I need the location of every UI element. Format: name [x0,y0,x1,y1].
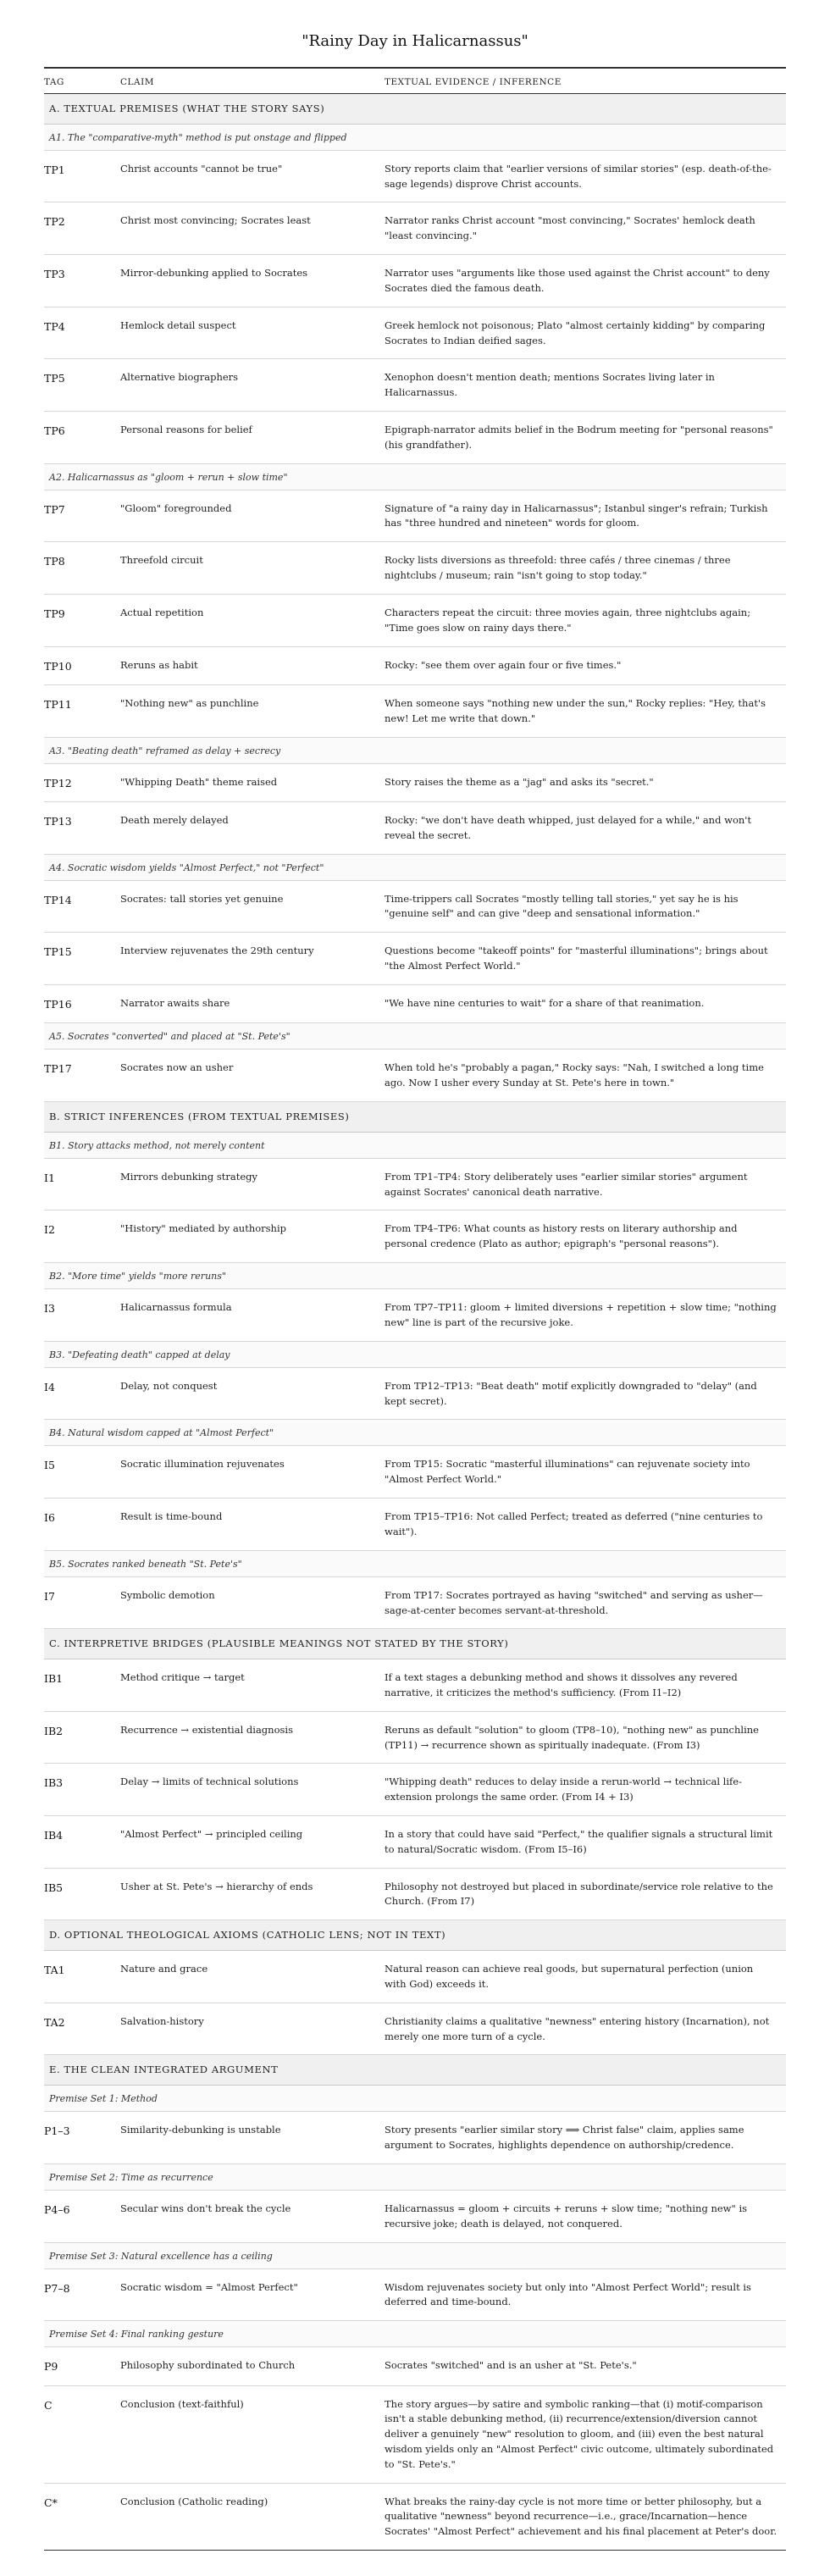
row-claim: Salvation-history [120,2003,385,2055]
row-claim: Personal reasons for belief [120,411,385,463]
row-claim: Similarity-debunking is unstable [120,2112,385,2164]
row-evidence: What breaks the rainy-day cycle is not more time or better philosophy, but a qualitative "newness" beyond recurrence—i.e., grace/Incarnation—hence Socrates' "Almost Perfect" achievement and his final placement at Peter's door. [385,2483,786,2550]
subsection-title: A5. Socrates "converted" and placed at "St. Pete's" [44,1023,786,1050]
subsection-header-row [44,854,786,880]
row-tag: P1–3 [44,2112,120,2164]
subsection-header-row [44,2321,786,2347]
subsection-header-row [44,2163,786,2190]
table-row [44,984,786,1022]
table-body [44,94,786,2551]
row-tag: IB3 [44,1764,120,1816]
row-evidence: Narrator uses "arguments like those used against the Christ account" to deny Socrates died the famous death. [385,255,786,307]
section-header-row [44,1920,786,1951]
row-evidence: From TP15: Socratic "masterful illuminations" can rejuvenate society into "Almost Perfect World." [385,1446,786,1499]
row-tag: TP14 [44,880,120,933]
row-claim: Christ accounts "cannot be true" [120,150,385,202]
row-claim: Socratic illumination rejuvenates [120,1446,385,1499]
table-row [44,1764,786,1816]
table-row [44,307,786,359]
table-row [44,1050,786,1102]
row-claim: Reruns as habit [120,646,385,684]
table-row [44,1158,786,1210]
row-evidence: Xenophon doesn't mention death; mentions Socrates living later in Halicarnassus. [385,359,786,412]
row-tag: TP7 [44,490,120,542]
row-tag: TP12 [44,763,120,801]
row-claim: Delay → limits of technical solutions [120,1764,385,1816]
row-tag: C [44,2385,120,2483]
row-claim: Philosophy subordinated to Church [120,2347,385,2385]
subsection-title: A1. The "comparative-myth" method is put onstage and flipped [44,124,786,150]
row-claim: "Gloom" foregrounded [120,490,385,542]
subsection-title: B3. "Defeating death" capped at delay [44,1341,786,1367]
row-evidence: Story raises the theme as a "jag" and asks its "secret." [385,763,786,801]
row-tag: IB1 [44,1659,120,1712]
subsection-header-row [44,463,786,490]
table-row [44,1289,786,1342]
row-evidence: Characters repeat the circuit: three movies again, three nightclubs again; "Time goes slow on rainy days there." [385,594,786,646]
row-claim: Nature and grace [120,1951,385,2003]
row-evidence: Narrator ranks Christ account "most convincing," Socrates' hemlock death "least convincing." [385,202,786,255]
row-evidence: From TP7–TP11: gloom + limited diversions + repetition + slow time; "nothing new" line is part of the recursive joke. [385,1289,786,1342]
row-evidence: Halicarnassus = gloom + circuits + reruns + slow time; "nothing new" is recursive joke; death is delayed, not conquered. [385,2190,786,2242]
row-tag: I3 [44,1289,120,1342]
column-header-tag: TAG [44,68,120,94]
subsection-header-row [44,1132,786,1158]
row-tag: TP6 [44,411,120,463]
row-claim: Halicarnassus formula [120,1289,385,1342]
row-tag: TP2 [44,202,120,255]
subsection-header-row [44,1263,786,1289]
row-tag: TP15 [44,933,120,985]
row-claim: "Almost Perfect" → principled ceiling [120,1816,385,1869]
table-row [44,411,786,463]
row-claim: Actual repetition [120,594,385,646]
row-tag: TP4 [44,307,120,359]
row-claim: Conclusion (Catholic reading) [120,2483,385,2550]
row-tag: TP10 [44,646,120,684]
row-tag: TA1 [44,1951,120,2003]
section-title: D. OPTIONAL THEOLOGICAL AXIOMS (CATHOLIC LENS; NOT IN TEXT) [44,1920,786,1951]
subsection-title: B2. "More time" yields "more reruns" [44,1263,786,1289]
row-tag: TA2 [44,2003,120,2055]
row-claim: Narrator awaits share [120,984,385,1022]
table-row [44,2003,786,2055]
section-title: A. TEXTUAL PREMISES (WHAT THE STORY SAYS) [44,94,786,125]
table-header [44,68,786,94]
row-evidence: From TP17: Socrates portrayed as having "switched" and serving as usher—sage-at-center becomes servant-at-threshold. [385,1576,786,1629]
row-evidence: The story argues—by satire and symbolic ranking—that (i) motif-comparison isn't a stable debunking method, (ii) recurrence/extension/diversion cannot deliver a genuinely "new" resolution to gloom, and (iii) even the best natural wisdom yields only an "Almost Perfect" civic outcome, ultimately subordinated to "St. Pete's." [385,2385,786,2483]
table-row [44,1659,786,1712]
table-row [44,646,786,684]
subsection-title: A3. "Beating death" reframed as delay + secrecy [44,737,786,763]
table-row [44,763,786,801]
row-claim: Usher at St. Pete's → hierarchy of ends [120,1868,385,1920]
subsection-title: Premise Set 2: Time as recurrence [44,2163,786,2190]
subsection-header-row [44,737,786,763]
section-header-row [44,1101,786,1132]
row-claim: Death merely delayed [120,801,385,854]
row-claim: Secular wins don't break the cycle [120,2190,385,2242]
row-tag: IB2 [44,1711,120,1764]
row-tag: TP3 [44,255,120,307]
section-title: E. THE CLEAN INTEGRATED ARGUMENT [44,2055,786,2086]
table-row [44,490,786,542]
row-evidence: From TP12–TP13: "Beat death" motif explicitly downgraded to "delay" (and kept secret). [385,1367,786,1420]
row-tag: TP9 [44,594,120,646]
row-claim: Symbolic demotion [120,1576,385,1629]
table-row [44,1711,786,1764]
subsection-title: Premise Set 1: Method [44,2086,786,2112]
row-evidence: Questions become "takeoff points" for "masterful illuminations"; brings about "the Almost Perfect World." [385,933,786,985]
table-row [44,1951,786,2003]
table-row [44,1576,786,1629]
row-claim: Mirror-debunking applied to Socrates [120,255,385,307]
row-tag: P4–6 [44,2190,120,2242]
row-evidence: Story reports claim that "earlier versions of similar stories" (esp. death-of-the-sage legends) disprove Christ accounts. [385,150,786,202]
row-claim: Mirrors debunking strategy [120,1158,385,1210]
table-row [44,1446,786,1499]
subsection-header-row [44,2086,786,2112]
row-evidence: From TP15–TP16: Not called Perfect; treated as deferred ("nine centuries to wait"). [385,1499,786,1551]
row-claim: "History" mediated by authorship [120,1210,385,1263]
row-claim: Christ most convincing; Socrates least [120,202,385,255]
table-row [44,2483,786,2550]
table-row [44,2190,786,2242]
row-claim: Conclusion (text-faithful) [120,2385,385,2483]
row-evidence: Rocky: "see them over again four or five times." [385,646,786,684]
row-evidence: Reruns as default "solution" to gloom (TP8–10), "nothing new" as punchline (TP11) → recurrence shown as spiritually inadequate. (From I3) [385,1711,786,1764]
row-tag: P7–8 [44,2269,120,2321]
subsection-header-row [44,1341,786,1367]
table-row [44,542,786,595]
table-row [44,801,786,854]
row-tag: I2 [44,1210,120,1263]
table-row [44,684,786,737]
table-row [44,1367,786,1420]
row-evidence: When someone says "nothing new under the sun," Rocky replies: "Hey, that's new! Let me write that down." [385,684,786,737]
row-evidence: Christianity claims a qualitative "newness" entering history (Incarnation), not merely one more turn of a cycle. [385,2003,786,2055]
row-claim: Socratic wisdom = "Almost Perfect" [120,2269,385,2321]
subsection-title: A4. Socratic wisdom yields "Almost Perfect," not "Perfect" [44,854,786,880]
row-tag: IB5 [44,1868,120,1920]
row-evidence: In a story that could have said "Perfect," the qualifier signals a structural limit to natural/Socratic wisdom. (From I5–I6) [385,1816,786,1869]
row-claim: "Nothing new" as punchline [120,684,385,737]
row-tag: C* [44,2483,120,2550]
row-claim: Alternative biographers [120,359,385,412]
section-title: B. STRICT INFERENCES (FROM TEXTUAL PREMISES) [44,1101,786,1132]
row-evidence: "Whipping death" reduces to delay inside a rerun-world → technical life-extension prolongs the same order. (From I4 + I3) [385,1764,786,1816]
column-header-claim: CLAIM [120,68,385,94]
row-tag: I4 [44,1367,120,1420]
table-row [44,2347,786,2385]
section-title: C. INTERPRETIVE BRIDGES (PLAUSIBLE MEANINGS NOT STATED BY THE STORY) [44,1629,786,1659]
subsection-header-row [44,1550,786,1576]
row-claim: Hemlock detail suspect [120,307,385,359]
row-tag: TP16 [44,984,120,1022]
row-evidence: Epigraph-narrator admits belief in the Bodrum meeting for "personal reasons" (his grandfather). [385,411,786,463]
row-tag: TP5 [44,359,120,412]
row-claim: Recurrence → existential diagnosis [120,1711,385,1764]
row-claim: Result is time-bound [120,1499,385,1551]
table-row [44,1499,786,1551]
row-evidence: When told he's "probably a pagan," Rocky says: "Nah, I switched a long time ago. Now I usher every Sunday at St. Pete's here in town." [385,1050,786,1102]
table-row [44,1868,786,1920]
table-row [44,1210,786,1263]
row-claim: Interview rejuvenates the 29th century [120,933,385,985]
row-evidence: Time-trippers call Socrates "mostly telling tall stories," yet say he is his "genuine self" and can give "deep and sensational information." [385,880,786,933]
row-claim: Socrates: tall stories yet genuine [120,880,385,933]
row-evidence: "We have nine centuries to wait" for a share of that reanimation. [385,984,786,1022]
table-row [44,880,786,933]
table-row [44,202,786,255]
row-evidence: Rocky lists diversions as threefold: three cafés / three cinemas / three nightclubs / museum; rain "isn't going to stop today." [385,542,786,595]
subsection-header-row [44,1023,786,1050]
row-claim: Delay, not conquest [120,1367,385,1420]
row-claim: Socrates now an usher [120,1050,385,1102]
section-header-row [44,94,786,125]
row-evidence: Philosophy not destroyed but placed in subordinate/service role relative to the Church. (From I7) [385,1868,786,1920]
subsection-title: B4. Natural wisdom capped at "Almost Perfect" [44,1420,786,1446]
table-row [44,1816,786,1869]
row-evidence: Greek hemlock not poisonous; Plato "almost certainly kidding" by comparing Socrates to Indian deified sages. [385,307,786,359]
subsection-header-row [44,2242,786,2269]
row-tag: TP8 [44,542,120,595]
table-row [44,594,786,646]
row-evidence: Rocky: "we don't have death whipped, just delayed for a while," and won't reveal the secret. [385,801,786,854]
row-tag: P9 [44,2347,120,2385]
row-claim: "Whipping Death" theme raised [120,763,385,801]
subsection-title: B5. Socrates ranked beneath "St. Pete's" [44,1550,786,1576]
table-row [44,933,786,985]
row-tag: I1 [44,1158,120,1210]
row-evidence: Story presents "earlier similar story ⟹ Christ false" claim, applies same argument to Socrates, highlights dependence on authorship/credence. [385,2112,786,2164]
row-evidence: Socrates "switched" and is an usher at "St. Pete's." [385,2347,786,2385]
section-header-row [44,1629,786,1659]
section-header-row [44,2055,786,2086]
table-row [44,2385,786,2483]
page-title: "Rainy Day in Halicarnassus" [302,32,528,50]
column-header-evidence: TEXTUAL EVIDENCE / INFERENCE [385,68,786,94]
row-tag: I6 [44,1499,120,1551]
row-tag: TP17 [44,1050,120,1102]
row-claim: Threefold circuit [120,542,385,595]
row-claim: Method critique → target [120,1659,385,1712]
row-evidence: From TP4–TP6: What counts as history rests on literary authorship and personal credence (Plato as author; epigraph's "personal reasons"). [385,1210,786,1263]
table-row [44,150,786,202]
subsection-title: Premise Set 4: Final ranking gesture [44,2321,786,2347]
subsection-header-row [44,1420,786,1446]
argument-table [44,67,786,2551]
row-tag: TP11 [44,684,120,737]
row-evidence: From TP1–TP4: Story deliberately uses "earlier similar stories" argument against Socrates' canonical death narrative. [385,1158,786,1210]
subsection-title: B1. Story attacks method, not merely content [44,1132,786,1158]
row-tag: I5 [44,1446,120,1499]
row-tag: TP1 [44,150,120,202]
row-evidence: Signature of "a rainy day in Halicarnassus"; Istanbul singer's refrain; Turkish has "three hundred and nineteen" words for gloom. [385,490,786,542]
table-row [44,2112,786,2164]
row-evidence: Natural reason can achieve real goods, but supernatural perfection (union with God) exceeds it. [385,1951,786,2003]
table-row [44,255,786,307]
subsection-header-row [44,124,786,150]
row-tag: IB4 [44,1816,120,1869]
subsection-title: Premise Set 3: Natural excellence has a ceiling [44,2242,786,2269]
subsection-title: A2. Halicarnassus as "gloom + rerun + slow time" [44,463,786,490]
table-row [44,2269,786,2321]
row-evidence: Wisdom rejuvenates society but only into "Almost Perfect World"; result is deferred and time-bound. [385,2269,786,2321]
row-evidence: If a text stages a debunking method and shows it dissolves any revered narrative, it criticizes the method's sufficiency. (From I1–I2) [385,1659,786,1712]
table-row [44,359,786,412]
row-tag: I7 [44,1576,120,1629]
row-tag: TP13 [44,801,120,854]
